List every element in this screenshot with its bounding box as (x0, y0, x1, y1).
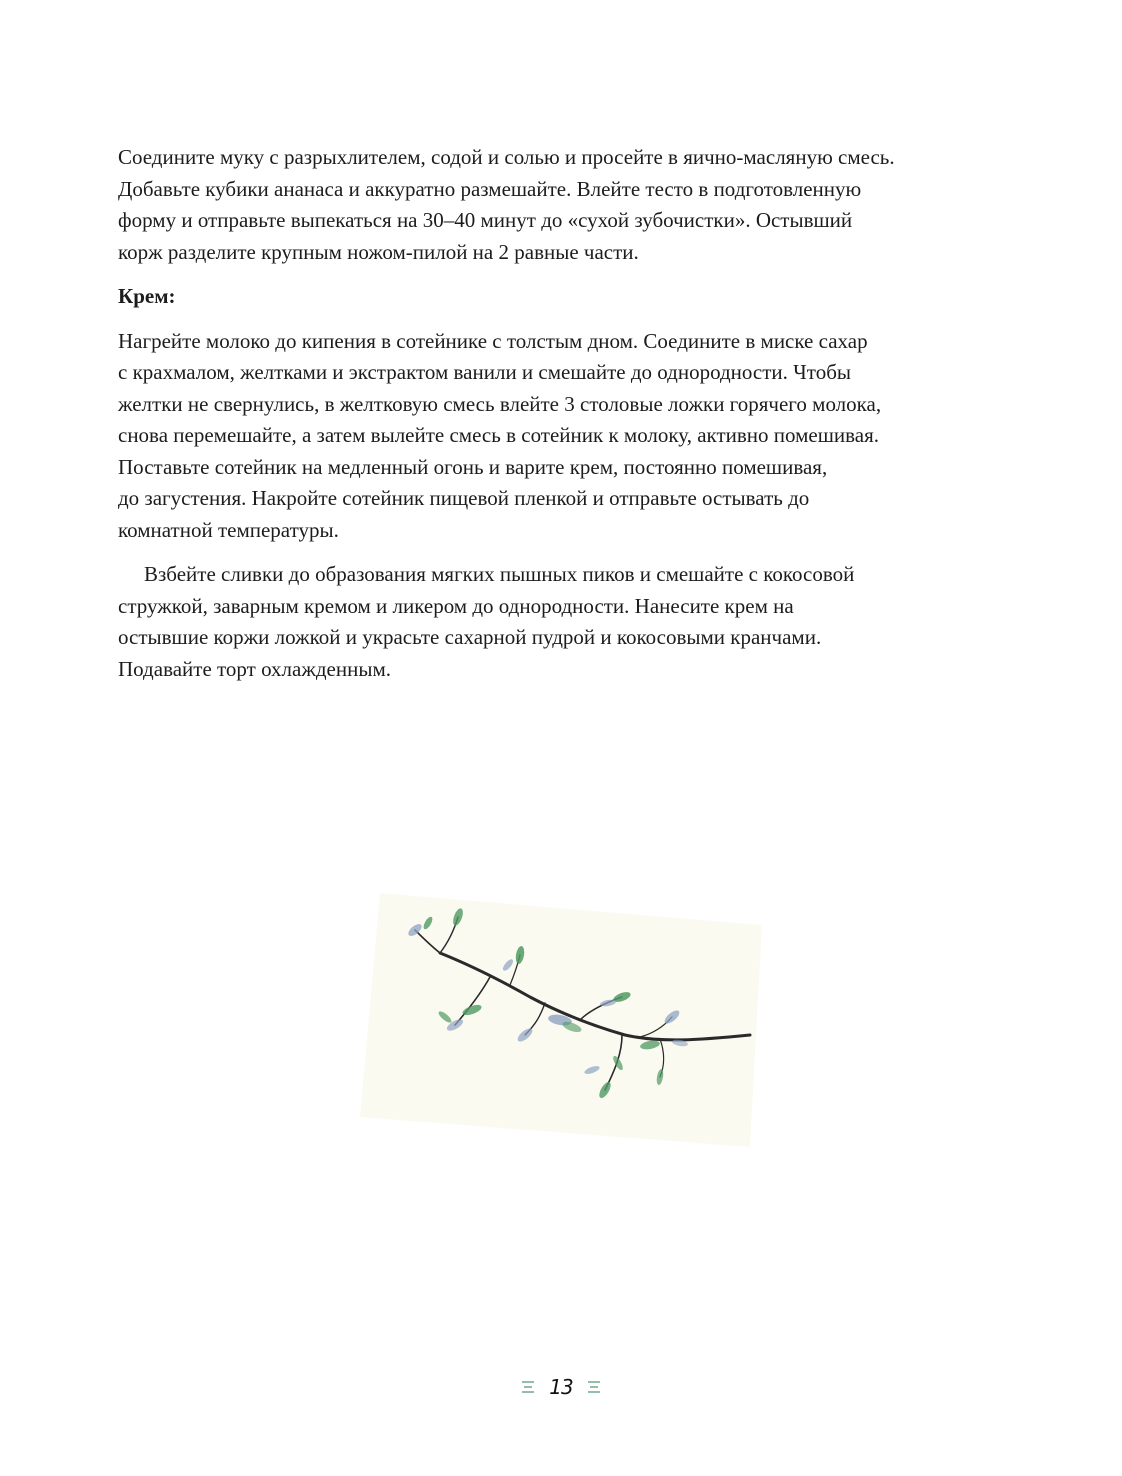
text-line: Нагрейте молоко до кипения в сотейнике с толстым дном. Соедините в миске сахар (118, 328, 868, 353)
text-line: комнатной температуры. (118, 517, 339, 542)
text-line: Соедините муку с разрыхлителем, содой и солью и просейте в яично-масляную смесь. (118, 145, 895, 169)
text-line: корж разделите крупным ножом-пилой на 2 равные части. (118, 239, 639, 264)
text-line: Добавьте кубики ананаса и аккуратно размешайте. Влейте тесто в подготовленную (118, 176, 862, 201)
text-line: с крахмалом, желтками и экстрактом ванили и смешайте до однородности. Чтобы (118, 360, 852, 384)
text-line: остывшие коржи ложкой и украсьте сахарной пудрой и кокосовыми кранчами. (118, 625, 822, 649)
footer-ornament-left-icon (521, 1380, 535, 1394)
cream-heading: Крем: (118, 284, 176, 308)
text-line: стружкой, заварным кремом и ликером до однородности. Нанесите крем на (118, 593, 794, 618)
text-line: снова перемешайте, а затем вылейте смесь в сотейник к молоку, активно помешивая. (118, 423, 879, 447)
text-line: форму и отправьте выпекаться на 30–40 минут до «сухой зубочистки». Остывший (118, 208, 853, 232)
recipe-text (118, 142, 998, 685)
text-line: Подавайте торт охлажденным. (118, 656, 391, 681)
page-footer (0, 1372, 1122, 1402)
page-number: 13 (549, 1375, 573, 1399)
dough-instructions (118, 142, 998, 268)
text-line: Поставьте сотейник на медленный огонь и варите крем, постоянно помешивая, (118, 454, 828, 479)
text-line: Взбейте сливки до образования мягких пышных пиков и смешайте с кокосовой (144, 562, 855, 586)
text-line: желтки не свернулись, в желтковую смесь влейте 3 столовые ложки горячего молока, (118, 391, 882, 416)
cream-instructions-1 (118, 326, 998, 547)
footer-ornament-right-icon (587, 1380, 601, 1394)
text-line: до загустения. Накройте сотейник пищевой пленкой и отправьте остывать до (118, 486, 810, 510)
branch-with-leaves-icon (360, 885, 765, 1147)
cream-instructions-2 (118, 559, 998, 685)
